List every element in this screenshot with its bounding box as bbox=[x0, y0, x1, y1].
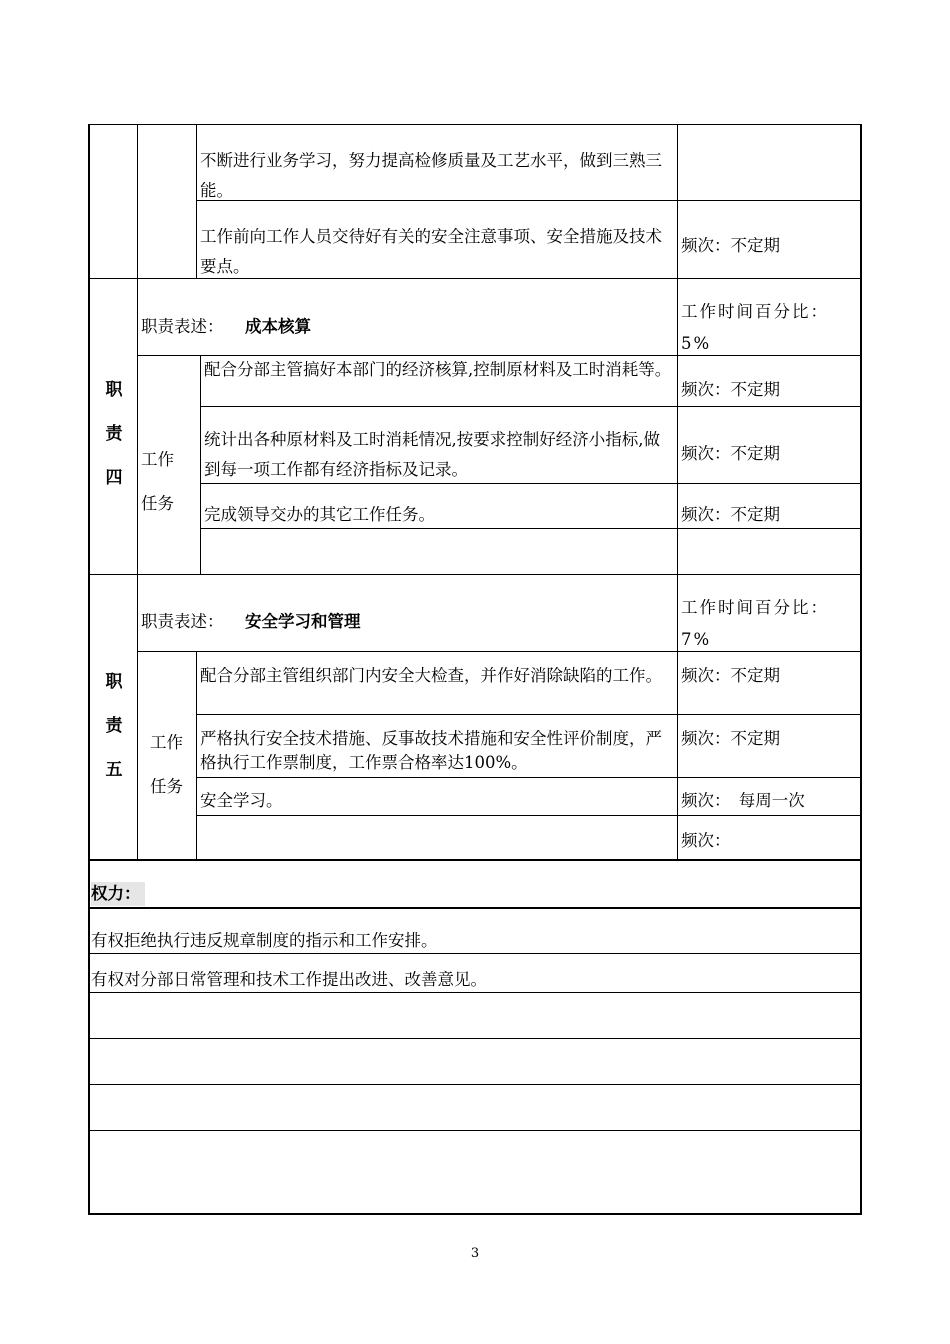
task-text: 严格执行安全技术措施、反事故技术措施和安全性评价制度，严格执行工作票制度，工作票合格率达100%。 bbox=[200, 729, 662, 772]
task-text: 配合分部主管搞好本部门的经济核算,控制原材料及工时消耗等。 bbox=[204, 360, 672, 379]
table-border bbox=[860, 124, 862, 1215]
table-border bbox=[137, 124, 138, 860]
task-text: 安全学习。 bbox=[200, 791, 283, 810]
table-border bbox=[196, 714, 862, 715]
task-text: 完成领导交办的其它工作任务。 bbox=[204, 505, 435, 524]
table-border bbox=[677, 124, 678, 860]
task-frequency: 频次：不定期 bbox=[681, 444, 780, 463]
task-frequency: 频次：不定期 bbox=[681, 236, 780, 255]
duty-description-label: 职责表述： bbox=[141, 317, 224, 336]
power-item: 有权拒绝执行违反规章制度的指示和工作安排。 bbox=[91, 931, 438, 950]
work-time-percent: 工作时间百分比：7% bbox=[681, 598, 829, 649]
task-text: 统计出各种原材料及工时消耗情况,按要求控制好经济小指标,做到每一项工作都有经济指标及记录。 bbox=[204, 430, 660, 479]
table-border bbox=[200, 406, 862, 407]
task-label: 工作 任务 bbox=[150, 733, 183, 796]
task-text: 配合分部主管组织部门内安全大检查，并作好消除缺陷的工作。 bbox=[200, 666, 662, 685]
table-border bbox=[88, 1038, 862, 1039]
duty-label: 职 责 四 bbox=[105, 380, 123, 488]
task-text: 不断进行业务学习，努力提高检修质量及工艺水平，做到三熟三能。 bbox=[200, 151, 662, 200]
table-border bbox=[88, 574, 862, 575]
power-title: 权力： bbox=[91, 882, 145, 906]
table-border bbox=[88, 907, 862, 909]
table-border bbox=[200, 528, 862, 529]
table-border bbox=[88, 859, 862, 861]
page-number: 3 bbox=[470, 1246, 480, 1261]
table-border bbox=[88, 124, 90, 1215]
table-border bbox=[200, 355, 201, 574]
duty-label: 职 责 五 bbox=[105, 672, 123, 780]
table-border bbox=[88, 1084, 862, 1085]
task-frequency: 频次： bbox=[681, 831, 731, 850]
duty-description-title: 安全学习和管理 bbox=[245, 612, 361, 631]
task-frequency: 频次： 每周一次 bbox=[681, 791, 805, 810]
task-text: 工作前向工作人员交待好有关的安全注意事项、安全措施及技术要点。 bbox=[200, 227, 662, 276]
task-frequency: 频次：不定期 bbox=[681, 666, 780, 685]
duty-description-label: 职责表述： bbox=[141, 612, 224, 631]
table-border bbox=[88, 124, 862, 125]
task-frequency: 频次：不定期 bbox=[681, 380, 780, 399]
table-border bbox=[196, 815, 862, 816]
table-border bbox=[196, 124, 197, 278]
table-border bbox=[196, 651, 197, 860]
task-label: 工作 任务 bbox=[141, 450, 174, 513]
work-time-percent: 工作时间百分比：5% bbox=[681, 302, 829, 353]
task-frequency: 频次：不定期 bbox=[681, 505, 780, 524]
duty-description-title: 成本核算 bbox=[245, 317, 311, 336]
table-border bbox=[88, 1130, 862, 1131]
power-item: 有权对分部日常管理和技术工作提出改进、改善意见。 bbox=[91, 970, 487, 989]
table-border bbox=[88, 1213, 862, 1215]
task-frequency: 频次：不定期 bbox=[681, 729, 780, 748]
table-border bbox=[88, 992, 862, 993]
table-border bbox=[196, 777, 862, 778]
table-border bbox=[88, 953, 862, 954]
